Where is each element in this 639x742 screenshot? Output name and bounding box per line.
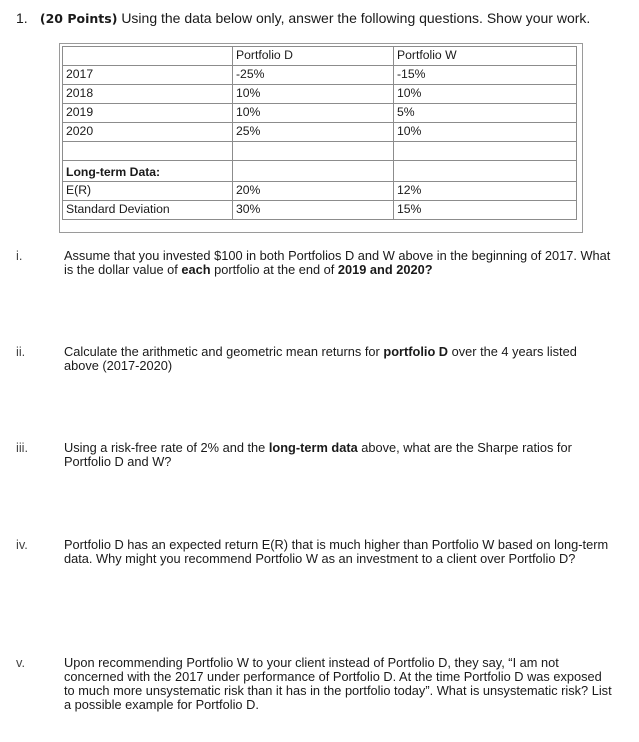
longterm-header-row: [63, 161, 577, 182]
table-header-row: [63, 47, 577, 66]
roman-numeral: v.: [16, 655, 26, 670]
table-cell: -25%: [233, 66, 394, 85]
sub-question-text: Using a risk-free rate of 2% and the long-term data above, what are the Sharpe ratios for Portfolio D and W?: [64, 440, 572, 469]
table-cell: [233, 142, 394, 161]
sub-question-text: Upon recommending Portfolio W to your client instead of Portfolio D, they say, “I am not concerned with the 2017 under performance of Portfolio D. At the time Portfolio D was exposed to much more unsystematic risk than it has in the portfolio today”. What is unsystematic risk? List a possible example for Portfolio D.: [64, 655, 612, 712]
table-cell: 15%: [394, 201, 577, 220]
table-header-cell: Portfolio W: [394, 47, 577, 66]
table-cell: 2018: [63, 85, 233, 104]
table-row: [63, 66, 577, 85]
table-row: [63, 104, 577, 123]
longterm-title: Long-term Data:: [63, 161, 233, 182]
table-cell: Standard Deviation: [63, 201, 233, 220]
roman-numeral: iii.: [16, 440, 29, 455]
table-cell: [394, 161, 577, 182]
sub-question-text: Portfolio D has an expected return E(R) that is much higher than Portfolio W based on long-term data. Why might you recommend Portfolio W as an investment to a client over Portfolio D?: [64, 537, 609, 566]
table-cell: 2019: [63, 104, 233, 123]
table-row: [63, 85, 577, 104]
sub-question-text: Calculate the arithmetic and geometric mean returns for portfolio D over the 4 years listed above (2017-2020): [64, 344, 577, 373]
table-cell: 30%: [233, 201, 394, 220]
table-cell: E(R): [63, 182, 233, 201]
table-row: [63, 182, 577, 201]
question-number: 1.: [16, 10, 28, 26]
roman-numeral: i.: [16, 248, 23, 263]
table-cell: 10%: [233, 104, 394, 123]
table-cell: [233, 161, 394, 182]
question-prompt: Using the data below only, answer the following questions. Show your work.: [121, 10, 591, 26]
table-cell: 25%: [233, 123, 394, 142]
sub-question-text: Assume that you invested $100 in both Portfolios D and W above in the beginning of 2017. What is the dollar value of each portfolio at the end of 2019 and 2020?: [64, 248, 611, 277]
returns-table: [62, 46, 577, 220]
table-header-cell: [63, 47, 233, 66]
table-cell: 2017: [63, 66, 233, 85]
table-cell: [63, 142, 233, 161]
table-header-cell: Portfolio D: [233, 47, 394, 66]
table-cell: 10%: [233, 85, 394, 104]
table-cell: 5%: [394, 104, 577, 123]
table-cell: [394, 142, 577, 161]
question-header: [16, 10, 590, 26]
table-cell: 12%: [394, 182, 577, 201]
table-cell: 10%: [394, 85, 577, 104]
table-cell: 20%: [233, 182, 394, 201]
roman-numeral: ii.: [16, 344, 26, 359]
table-cell: 10%: [394, 123, 577, 142]
question-points: (20 Points): [39, 11, 118, 26]
table-row: [63, 201, 577, 220]
roman-numeral: iv.: [16, 537, 28, 552]
table-row: [63, 123, 577, 142]
table-spacer-row: [63, 142, 577, 161]
table-cell: -15%: [394, 66, 577, 85]
table-cell: 2020: [63, 123, 233, 142]
